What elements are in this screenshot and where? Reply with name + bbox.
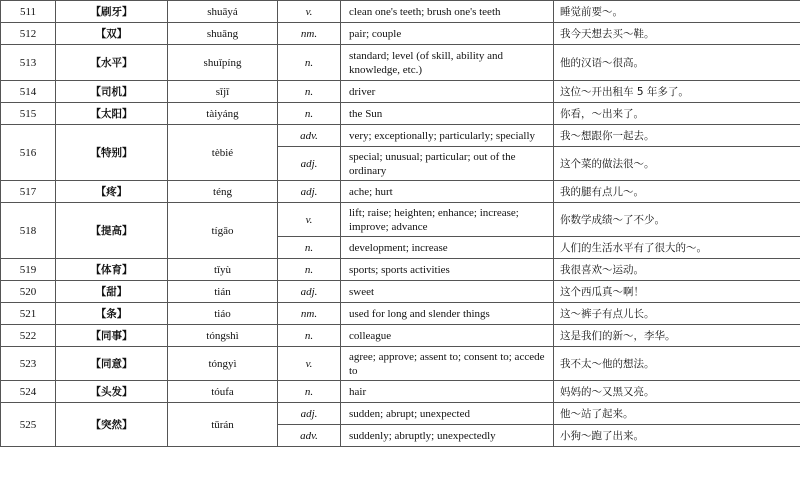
entry-number: 513	[1, 45, 56, 81]
english-meaning: sudden; abrupt; unexpected	[341, 403, 554, 425]
part-of-speech: adj.	[278, 403, 341, 425]
example-sentence: 我的腿有点儿～。	[554, 181, 800, 203]
english-meaning: driver	[341, 81, 554, 103]
entry-pinyin: shuǐpíng	[168, 45, 278, 81]
entry-number: 523	[1, 347, 56, 381]
entry-word: 【突然】	[56, 403, 168, 447]
entry-number: 518	[1, 203, 56, 259]
example-sentence: 人们的生活水平有了很大的～。	[554, 237, 800, 259]
english-meaning: ache; hurt	[341, 181, 554, 203]
example-sentence: 这位～开出租车 5 年多了。	[554, 81, 800, 103]
entry-pinyin: téng	[168, 181, 278, 203]
entry-word: 【疼】	[56, 181, 168, 203]
table-row	[1, 281, 800, 303]
table-row	[1, 303, 800, 325]
english-meaning: pair; couple	[341, 23, 554, 45]
english-meaning: the Sun	[341, 103, 554, 125]
english-meaning: lift; raise; heighten; enhance; increase; improve; advance	[341, 203, 554, 237]
example-sentence: 我今天想去买～鞋。	[554, 23, 800, 45]
example-sentence: 他的汉语～很高。	[554, 45, 800, 81]
table-row	[1, 103, 800, 125]
english-meaning: sweet	[341, 281, 554, 303]
part-of-speech: nm.	[278, 303, 341, 325]
english-meaning: standard; level (of skill, ability and knowledge, etc.)	[341, 45, 554, 81]
example-sentence: 我不太～他的想法。	[554, 347, 800, 381]
table-row	[1, 181, 800, 203]
entry-pinyin: shuāyá	[168, 1, 278, 23]
part-of-speech: adj.	[278, 281, 341, 303]
table-row	[1, 403, 800, 425]
part-of-speech: n.	[278, 325, 341, 347]
entry-word: 【体育】	[56, 259, 168, 281]
example-sentence: 妈妈的～又黑又亮。	[554, 381, 800, 403]
part-of-speech: n.	[278, 81, 341, 103]
table-row	[1, 81, 800, 103]
english-meaning: very; exceptionally; particularly; specially	[341, 125, 554, 147]
entry-word: 【双】	[56, 23, 168, 45]
example-sentence: 你数学成绩～了不少。	[554, 203, 800, 237]
entry-pinyin: tàiyáng	[168, 103, 278, 125]
entry-number: 514	[1, 81, 56, 103]
part-of-speech: adj.	[278, 181, 341, 203]
table-row	[1, 259, 800, 281]
part-of-speech: n.	[278, 237, 341, 259]
entry-pinyin: tūrán	[168, 403, 278, 447]
part-of-speech: v.	[278, 203, 341, 237]
table-row	[1, 45, 800, 81]
english-meaning: special; unusual; particular; out of the ordinary	[341, 147, 554, 181]
part-of-speech: adv.	[278, 125, 341, 147]
example-sentence: 我很喜欢～运动。	[554, 259, 800, 281]
entry-number: 520	[1, 281, 56, 303]
table-row	[1, 23, 800, 45]
example-sentence: 他～站了起来。	[554, 403, 800, 425]
entry-pinyin: tián	[168, 281, 278, 303]
entry-pinyin: tǐyù	[168, 259, 278, 281]
entry-number: 516	[1, 125, 56, 181]
english-meaning: agree; approve; assent to; consent to; accede to	[341, 347, 554, 381]
entry-word: 【同意】	[56, 347, 168, 381]
english-meaning: used for long and slender things	[341, 303, 554, 325]
entry-number: 511	[1, 1, 56, 23]
entry-pinyin: tóufa	[168, 381, 278, 403]
entry-number: 524	[1, 381, 56, 403]
vocabulary-table-body	[1, 1, 800, 447]
part-of-speech: n.	[278, 103, 341, 125]
entry-word: 【同事】	[56, 325, 168, 347]
english-meaning: sports; sports activities	[341, 259, 554, 281]
table-row	[1, 125, 800, 147]
table-row	[1, 325, 800, 347]
example-sentence: 这是我们的新～，李华。	[554, 325, 800, 347]
part-of-speech: n.	[278, 259, 341, 281]
english-meaning: development; increase	[341, 237, 554, 259]
entry-pinyin: shuāng	[168, 23, 278, 45]
entry-number: 525	[1, 403, 56, 447]
table-row	[1, 347, 800, 381]
entry-number: 519	[1, 259, 56, 281]
entry-word: 【特别】	[56, 125, 168, 181]
example-sentence: 这个西瓜真～啊！	[554, 281, 800, 303]
entry-word: 【条】	[56, 303, 168, 325]
entry-number: 512	[1, 23, 56, 45]
entry-pinyin: tígāo	[168, 203, 278, 259]
part-of-speech: n.	[278, 45, 341, 81]
part-of-speech: v.	[278, 347, 341, 381]
entry-pinyin: tèbié	[168, 125, 278, 181]
part-of-speech: v.	[278, 1, 341, 23]
entry-word: 【甜】	[56, 281, 168, 303]
entry-word: 【刷牙】	[56, 1, 168, 23]
part-of-speech: n.	[278, 381, 341, 403]
example-sentence: 我～想跟你一起去。	[554, 125, 800, 147]
english-meaning: suddenly; abruptly; unexpectedly	[341, 425, 554, 447]
example-sentence: 这个菜的做法很～。	[554, 147, 800, 181]
english-meaning: clean one's teeth; brush one's teeth	[341, 1, 554, 23]
entry-word: 【水平】	[56, 45, 168, 81]
part-of-speech: adj.	[278, 147, 341, 181]
entry-word: 【提高】	[56, 203, 168, 259]
entry-pinyin: tóngshì	[168, 325, 278, 347]
entry-pinyin: sījī	[168, 81, 278, 103]
entry-pinyin: tóngyì	[168, 347, 278, 381]
example-sentence: 你看，～出来了。	[554, 103, 800, 125]
entry-word: 【司机】	[56, 81, 168, 103]
example-sentence: 小狗～跑了出来。	[554, 425, 800, 447]
entry-number: 515	[1, 103, 56, 125]
entry-word: 【太阳】	[56, 103, 168, 125]
example-sentence: 这～裤子有点儿长。	[554, 303, 800, 325]
entry-word: 【头发】	[56, 381, 168, 403]
english-meaning: colleague	[341, 325, 554, 347]
part-of-speech: adv.	[278, 425, 341, 447]
entry-number: 521	[1, 303, 56, 325]
example-sentence: 睡觉前要～。	[554, 1, 800, 23]
english-meaning: hair	[341, 381, 554, 403]
entry-number: 522	[1, 325, 56, 347]
entry-pinyin: tiáo	[168, 303, 278, 325]
table-row	[1, 381, 800, 403]
entry-number: 517	[1, 181, 56, 203]
part-of-speech: nm.	[278, 23, 341, 45]
table-row	[1, 1, 800, 23]
table-row	[1, 203, 800, 237]
